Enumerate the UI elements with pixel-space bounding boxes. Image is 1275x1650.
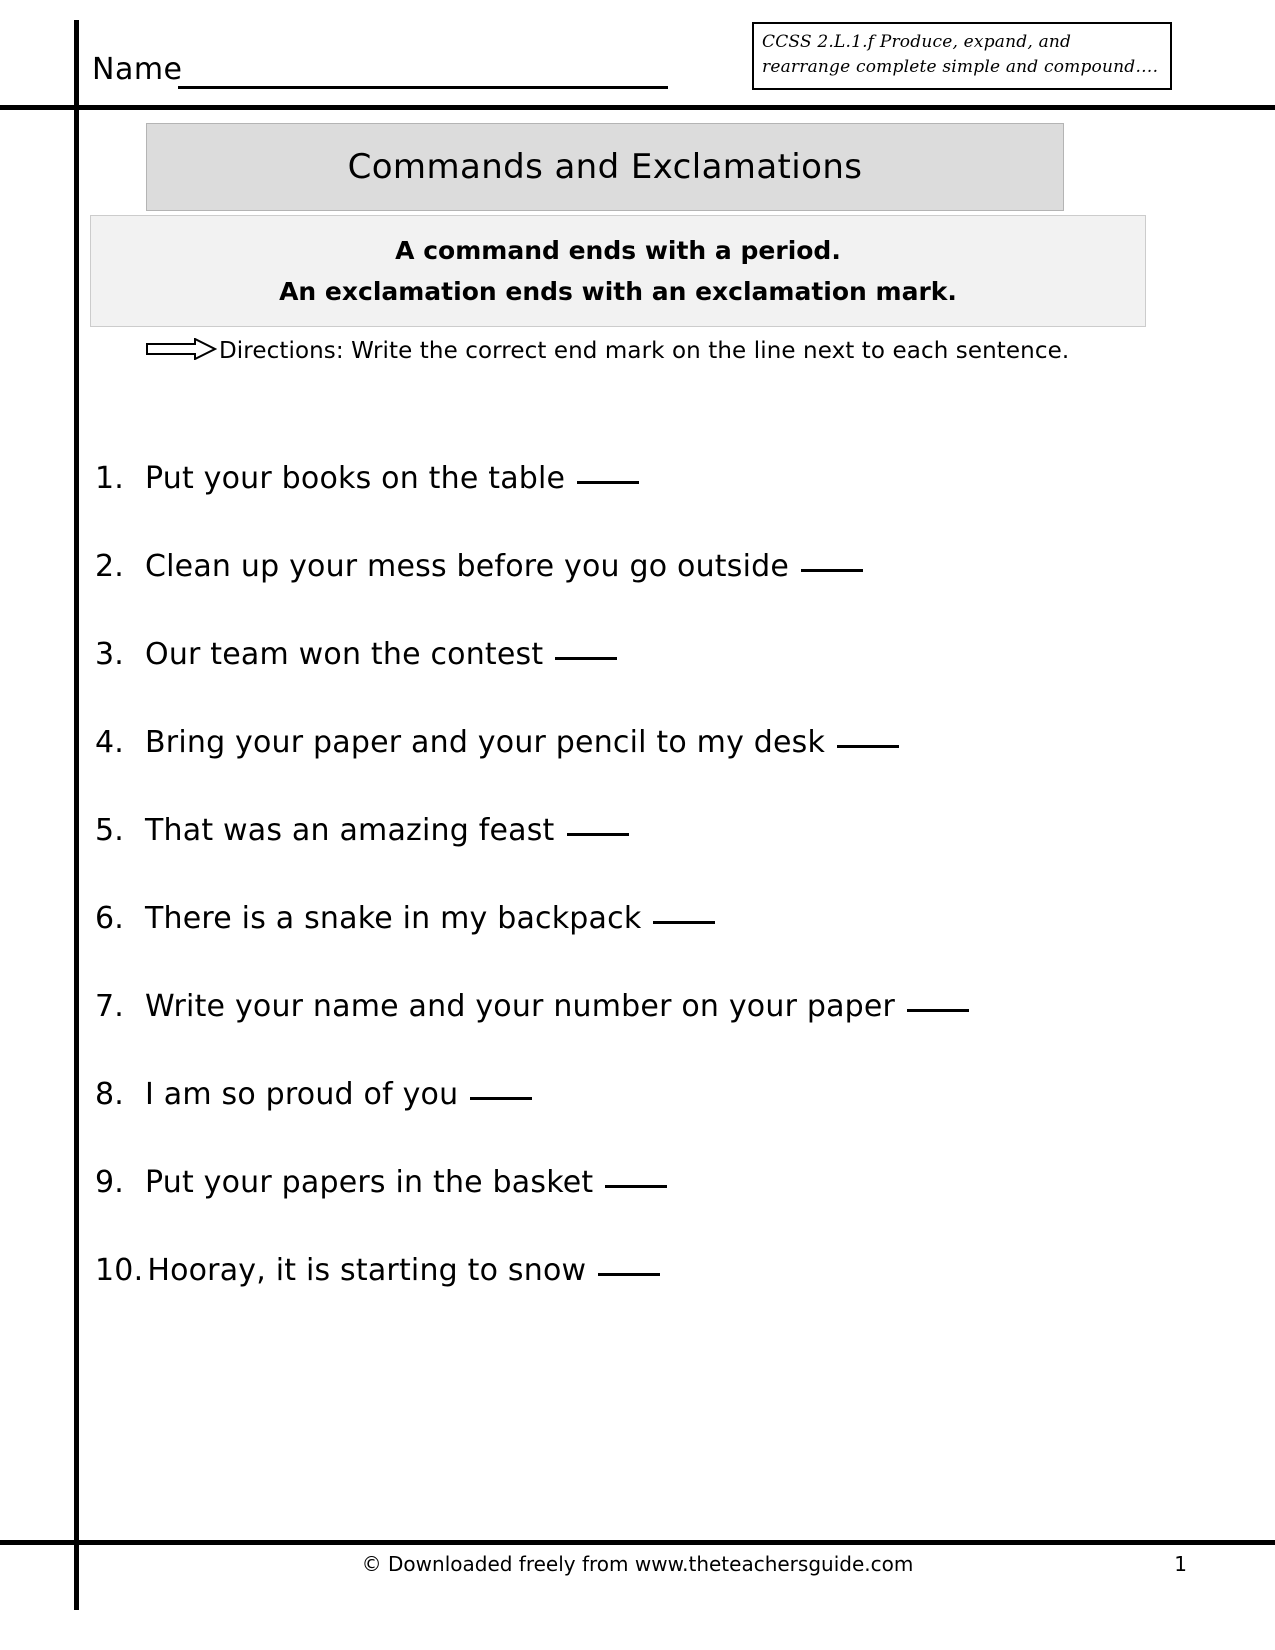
answer-blank[interactable] <box>470 1097 532 1100</box>
answer-blank[interactable] <box>577 481 639 484</box>
list-item <box>95 523 1175 611</box>
footer-divider <box>0 1540 1275 1545</box>
item-number: 7. <box>95 989 125 1024</box>
item-number: 6. <box>95 901 125 936</box>
left-margin-rule <box>74 20 79 1610</box>
item-number: 5. <box>95 813 125 848</box>
list-item <box>95 1139 1175 1227</box>
worksheet-title-box <box>146 123 1064 211</box>
ccss-standard-box <box>752 22 1172 90</box>
item-number: 10. <box>95 1253 144 1288</box>
item-text: Bring your paper and your pencil to my desk <box>145 725 826 760</box>
item-number: 9. <box>95 1165 125 1200</box>
item-text: Our team won the contest <box>145 637 544 672</box>
list-item <box>95 699 1175 787</box>
answer-blank[interactable] <box>907 1009 969 1012</box>
list-item <box>95 611 1175 699</box>
page-title: Commands and Exclamations <box>347 147 863 187</box>
list-item <box>95 435 1175 523</box>
directions-text: Directions: Write the correct end mark on the line next to each sentence. <box>219 338 1070 364</box>
question-list <box>95 435 1175 1315</box>
list-item <box>95 1227 1175 1315</box>
item-text: There is a snake in my backpack <box>145 901 642 936</box>
item-number: 8. <box>95 1077 125 1112</box>
answer-blank[interactable] <box>605 1185 667 1188</box>
item-text: Clean up your mess before you go outside <box>145 549 790 584</box>
rule-line-1: A command ends with a period. <box>395 236 841 265</box>
answer-blank[interactable] <box>567 833 629 836</box>
answer-blank[interactable] <box>653 921 715 924</box>
item-number: 4. <box>95 725 125 760</box>
name-label: Name <box>92 52 183 87</box>
list-item <box>95 787 1175 875</box>
item-text: Put your books on the table <box>145 461 566 496</box>
answer-blank[interactable] <box>555 657 617 660</box>
item-text: Put your papers in the basket <box>145 1165 594 1200</box>
item-number: 1. <box>95 461 125 496</box>
item-text: That was an amazing feast <box>145 813 555 848</box>
footer-credit: © Downloaded freely from www.theteachersguide.com <box>361 1552 914 1576</box>
rules-box <box>90 215 1146 327</box>
item-text: Hooray, it is starting to snow <box>147 1253 587 1288</box>
arrow-right-icon <box>145 338 217 364</box>
list-item <box>95 875 1175 963</box>
answer-blank[interactable] <box>801 569 863 572</box>
answer-blank[interactable] <box>837 745 899 748</box>
name-field[interactable] <box>178 86 668 89</box>
item-text: Write your name and your number on your paper <box>145 989 896 1024</box>
list-item <box>95 1051 1175 1139</box>
ccss-line-2: rearrange complete simple and compound…. <box>762 57 1159 77</box>
item-text: I am so proud of you <box>145 1077 459 1112</box>
directions-row <box>145 338 1069 364</box>
rule-line-2: An exclamation ends with an exclamation mark. <box>279 277 957 306</box>
answer-blank[interactable] <box>598 1273 660 1276</box>
ccss-line-1: CCSS 2.L.1.f Produce, expand, and <box>762 32 1072 52</box>
page-number: 1 <box>1174 1552 1187 1576</box>
item-number: 3. <box>95 637 125 672</box>
header-divider <box>0 105 1275 110</box>
list-item <box>95 963 1175 1051</box>
item-number: 2. <box>95 549 125 584</box>
